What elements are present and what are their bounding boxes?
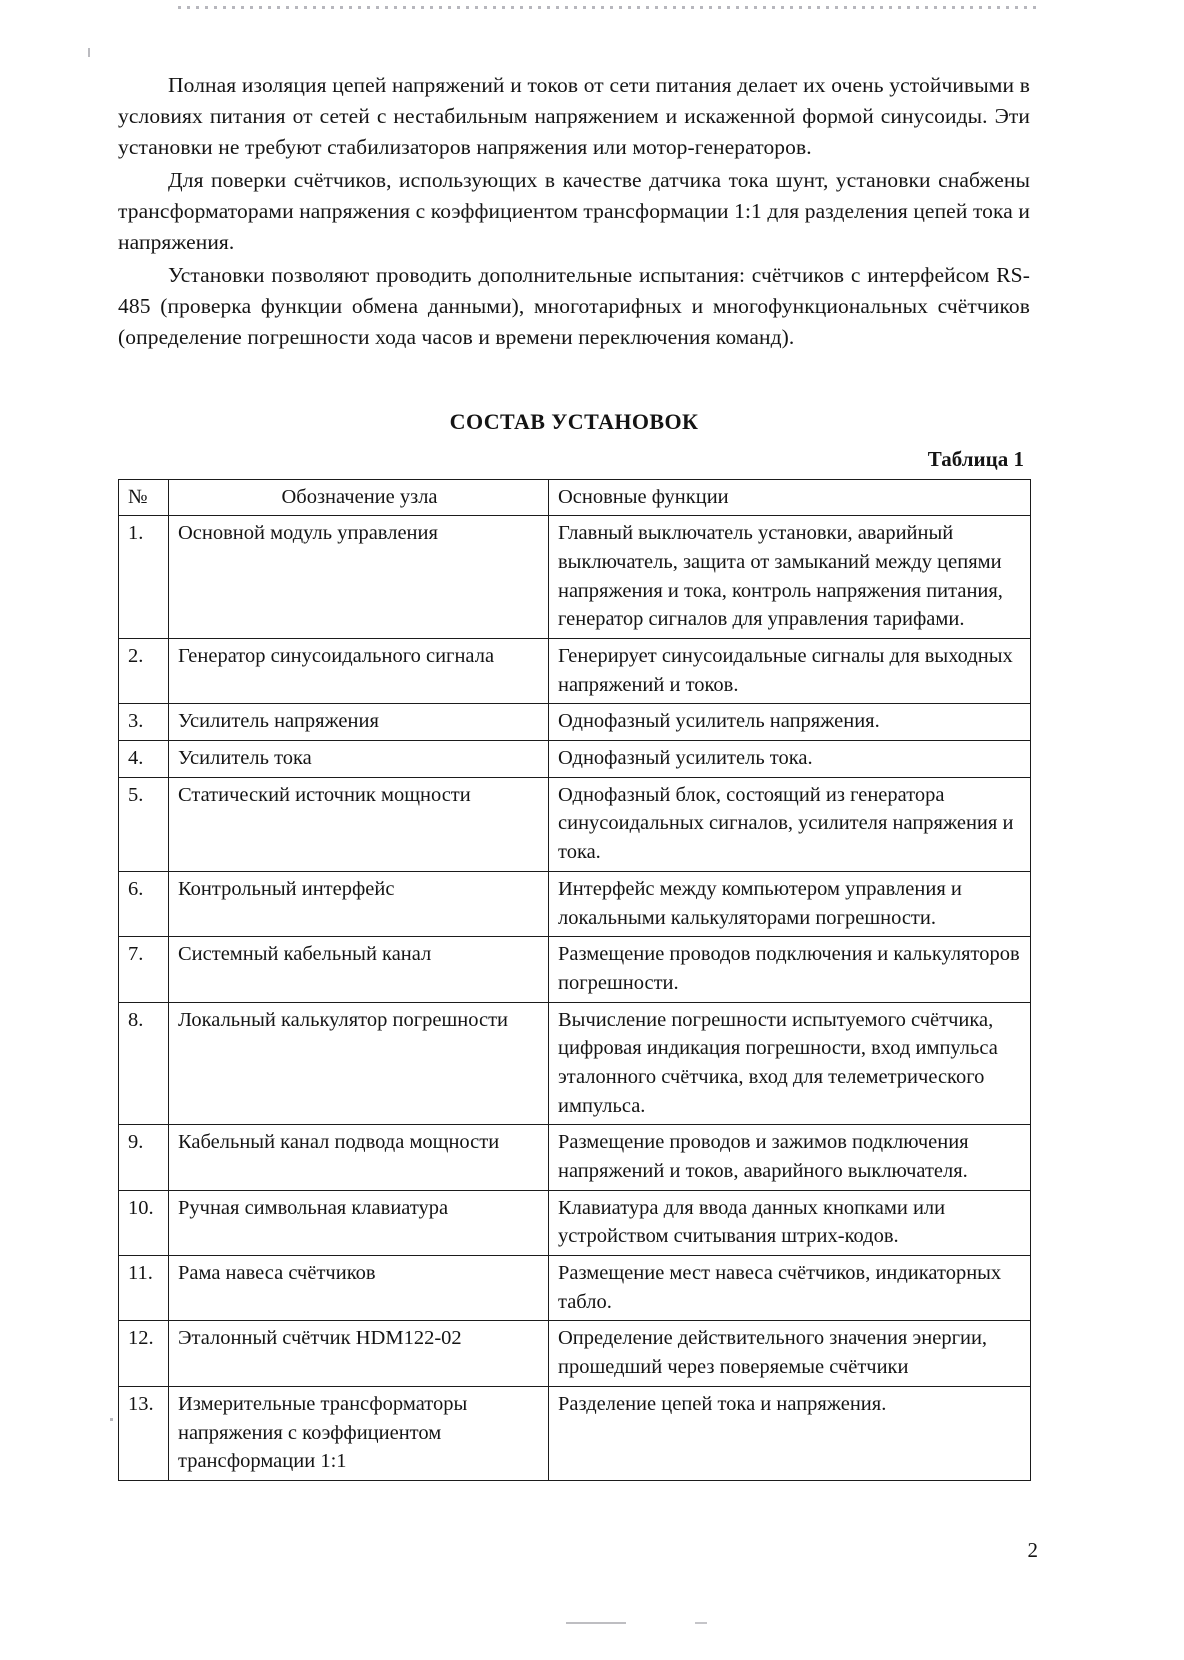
- cell-unit: Ручная символьная клавиатура: [169, 1190, 549, 1255]
- table-row: [119, 871, 1031, 936]
- cell-function: Однофазный усилитель тока.: [549, 741, 1031, 778]
- table-row: [119, 1321, 1031, 1386]
- page-content: [118, 0, 1030, 1481]
- cell-function: Клавиатура для ввода данных кнопками или устройством считывания штрих-кодов.: [549, 1190, 1031, 1255]
- cell-function: Генерирует синусоидальные сигналы для выходных напряжений и токов.: [549, 639, 1031, 704]
- section-title: СОСТАВ УСТАНОВОК: [449, 408, 699, 434]
- cell-number: 9.: [119, 1125, 169, 1190]
- cell-function: Однофазный блок, состоящий из генератора синусоидальных сигналов, усилителя напряжения и тока.: [549, 777, 1031, 871]
- table-row: [119, 516, 1031, 639]
- cell-number: 5.: [119, 777, 169, 871]
- paragraph-isolation: Полная изоляция цепей напряжений и токов от сети питания делает их очень устойчивыми в условиях питания от сетей с нестабильным напряжением и искаженной формой синусоиды. Эти установки не требуют стабилизаторов напряжения или мотор-генераторов.: [118, 73, 1030, 159]
- section-title-spacer: [118, 355, 1030, 409]
- cell-number: 10.: [119, 1190, 169, 1255]
- cell-number: 6.: [119, 871, 169, 936]
- table-caption: Таблица 1: [927, 446, 1024, 471]
- table-row: [119, 1190, 1031, 1255]
- cell-unit: Генератор синусоидального сигнала: [169, 639, 549, 704]
- cell-unit: Локальный калькулятор погрешности: [169, 1002, 549, 1125]
- cell-unit: Системный кабельный канал: [169, 937, 549, 1002]
- composition-table: [118, 479, 1031, 1481]
- table-header-row: [119, 479, 1031, 516]
- cell-unit: Основной модуль управления: [169, 516, 549, 639]
- scan-speck-left-margin: [88, 48, 90, 57]
- cell-function: Главный выключатель установки, аварийный выключатель, защита от замыканий между цепями напряжения и тока, контроль напряжения питания, генератор сигналов для управления тарифами.: [549, 516, 1031, 639]
- table-row: [119, 777, 1031, 871]
- cell-unit: Кабельный канал подвода мощности: [169, 1125, 549, 1190]
- cell-number: 12.: [119, 1321, 169, 1386]
- table-row: [119, 937, 1031, 1002]
- cell-function: Размещение проводов подключения и калькуляторов погрешности.: [549, 937, 1031, 1002]
- composition-table-body: [119, 516, 1031, 1481]
- cell-number: 4.: [119, 741, 169, 778]
- column-header-number: №: [119, 479, 169, 516]
- cell-number: 8.: [119, 1002, 169, 1125]
- table-row: [119, 1125, 1031, 1190]
- scan-artifact-bottom-edge-right: [695, 1622, 707, 1624]
- cell-unit: Эталонный счётчик HDM122-02: [169, 1321, 549, 1386]
- page-number: 2: [1027, 1538, 1038, 1562]
- paragraph-additional-tests: Установки позволяют проводить дополнительные испытания: счётчиков с интерфейсом RS-485 (проверка функции обмена данными), многотарифных и многофункциональных счётчиков (определение погрешности хода часов и времени переключения команд).: [118, 262, 1030, 349]
- top-margin-spacer: [118, 0, 1030, 70]
- cell-unit: Усилитель тока: [169, 741, 549, 778]
- table-spacer: [118, 472, 1030, 479]
- cell-function: Разделение цепей тока и напряжения.: [549, 1386, 1031, 1480]
- cell-number: 2.: [119, 639, 169, 704]
- cell-function: Вычисление погрешности испытуемого счётчика, цифровая индикация погрешности, вход импульса эталонного счётчика, вход для телеметрического импульса.: [549, 1002, 1031, 1125]
- caption-spacer: [118, 435, 1030, 447]
- table-row: [119, 704, 1031, 741]
- cell-number: 7.: [119, 937, 169, 1002]
- table-row: [119, 1386, 1031, 1480]
- cell-unit: Контрольный интерфейс: [169, 871, 549, 936]
- cell-unit: Статический источник мощности: [169, 777, 549, 871]
- cell-number: 13.: [119, 1386, 169, 1480]
- cell-unit: Рама навеса счётчиков: [169, 1256, 549, 1321]
- cell-unit: Усилитель напряжения: [169, 704, 549, 741]
- table-row: [119, 1002, 1031, 1125]
- cell-number: 11.: [119, 1256, 169, 1321]
- cell-unit: Измерительные трансформаторы напряжения с коэффициентом трансформации 1:1: [169, 1386, 549, 1480]
- scan-artifact-bottom-edge-left: [566, 1622, 626, 1624]
- column-header-unit: Обозначение узла: [169, 479, 549, 516]
- cell-function: Интерфейс между компьютером управления и локальными калькуляторами погрешности.: [549, 871, 1031, 936]
- table-row: [119, 639, 1031, 704]
- cell-function: Определение действительного значения энергии, прошедший через поверяемые счётчики: [549, 1321, 1031, 1386]
- cell-number: 1.: [119, 516, 169, 639]
- table-row: [119, 741, 1031, 778]
- scan-speck-lower-left-margin: [110, 1418, 113, 1421]
- cell-function: Размещение мест навеса счётчиков, индикаторных табло.: [549, 1256, 1031, 1321]
- paragraph-shunt-verification: Для поверки счётчиков, использующих в качестве датчика тока шунт, установки снабжены трансформаторами напряжения с коэффициентом трансформации 1:1 для разделения цепей тока и напряжения.: [118, 167, 1030, 254]
- column-header-function: Основные функции: [549, 479, 1031, 516]
- cell-number: 3.: [119, 704, 169, 741]
- cell-function: Размещение проводов и зажимов подключения напряжений и токов, аварийного выключателя.: [549, 1125, 1031, 1190]
- table-row: [119, 1256, 1031, 1321]
- cell-function: Однофазный усилитель напряжения.: [549, 704, 1031, 741]
- composition-table-head: [119, 479, 1031, 516]
